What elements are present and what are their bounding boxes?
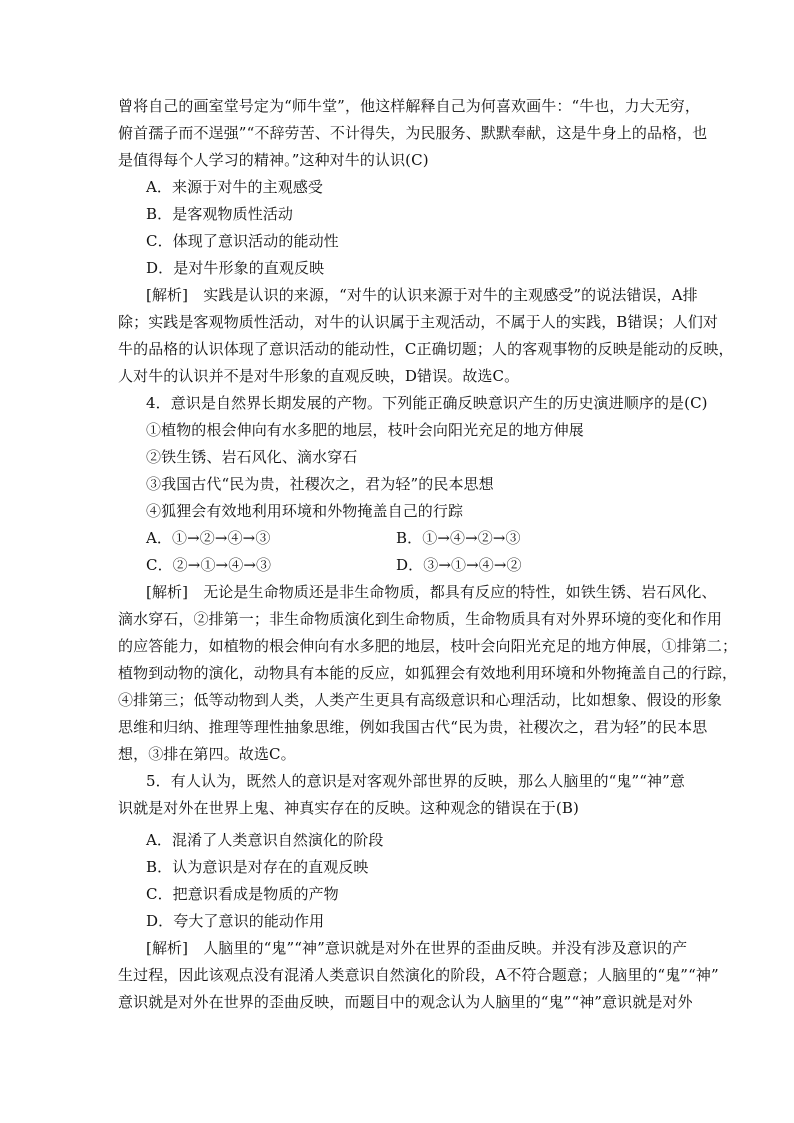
q4-analysis-line-6: 思维和归纳、推理等理性抽象思维，例如我国古代“民为贵，社稷次之，君为轻”的民本思 [118, 718, 708, 736]
q5-option-c: C．把意识看成是物质的产物 [146, 885, 339, 903]
q5-option-b: B．认为意识是对存在的直观反映 [146, 858, 369, 876]
q3-stem-line-2: 俯首孺子而不逞强”“不辞劳苦、不计得失，为民服务、默默奉献，这是牛身上的品格，也 [118, 124, 708, 142]
q3-option-c: C．体现了意识活动的能动性 [146, 232, 339, 250]
q4-option-a: A．①→②→④→③ [146, 529, 271, 547]
q4-option-b: B．①→④→②→③ [396, 529, 521, 547]
q4-item-2: ②铁生锈、岩石风化、滴水穿石 [146, 448, 358, 466]
q3-option-a: A．来源于对牛的主观感受 [146, 178, 324, 196]
q4-analysis-line-4: 植物到动物的演化，动物具有本能的反应，如狐狸会有效地利用环境和外物掩盖自己的行踪， [118, 664, 738, 682]
q3-option-d: D．是对牛形象的直观反映 [146, 259, 325, 277]
q3-analysis-line-1: [解析] 实践是认识的来源，“对牛的认识来源于对牛的主观感受”的说法错误，A排 [146, 286, 698, 304]
q3-stem-line-1: 曾将自己的画室堂号定为“师牛堂”，他这样解释自己为何喜欢画牛：“牛也，力大无穷， [118, 97, 701, 115]
q4-item-4: ④狐狸会有效地利用环境和外物掩盖自己的行踪 [146, 502, 464, 520]
q5-analysis-line-1: [解析] 人脑里的“鬼”“神”意识就是对外在世界的歪曲反映。并没有涉及意识的产 [146, 939, 688, 957]
q4-analysis-line-1: [解析] 无论是生命物质还是非生命物质，都具有反应的特性，如铁生锈、岩石风化、 [146, 583, 717, 601]
q3-option-b: B．是客观物质性活动 [146, 205, 294, 223]
q4-option-c: C．②→①→④→③ [146, 556, 272, 574]
q5-analysis-line-2: 生过程，因此该观点没有混淆人类意识自然演化的阶段，A不符合题意；人脑里的“鬼”“神” [118, 966, 719, 984]
q3-analysis-line-2: 除；实践是客观物质性活动，对牛的认识属于主观活动，不属于人的实践，B错误；人们对 [118, 313, 719, 331]
q4-analysis-line-3: 的应答能力，如植物的根会伸向有水多肥的地层，枝叶会向阳光充足的地方伸展，①排第二； [118, 637, 738, 655]
q4-analysis-line-2: 滴水穿石，②排第一；非生命物质演化到生命物质，生命物质具有对外界环境的变化和作用 [118, 610, 723, 628]
q5-option-d: D．夸大了意识的能动作用 [146, 912, 325, 930]
q4-analysis-line-7: 想，③排在第四。故选C。 [118, 745, 296, 763]
q4-item-3: ③我国古代“民为贵，社稷次之，君为轻”的民本思想 [146, 475, 494, 493]
q4-analysis-line-5: ④排第三；低等动物到人类，人类产生更具有高级意识和心理活动，比如想象、假设的形象 [118, 691, 723, 709]
q5-option-a: A．混淆了人类意识自然演化的阶段 [146, 831, 384, 849]
q3-analysis-line-4: 人对牛的认识并不是对牛形象的直观反映，D错误。故选C。 [118, 367, 520, 385]
q4-option-d: D．③→①→④→② [396, 556, 522, 574]
q4-stem: 4．意识是自然界长期发展的产物。下列能正确反映意识产生的历史演进顺序的是(C) [146, 394, 708, 412]
q5-analysis-line-3: 意识就是对外在世界的歪曲反映，而题目中的观念认为人脑里的“鬼”“神”意识就是对外 [118, 993, 693, 1011]
q3-analysis-line-3: 牛的品格的认识体现了意识活动的能动性，C正确切题；人的客观事物的反映是能动的反映， [118, 340, 734, 358]
q3-stem-line-3: 是值得每个人学习的精神。”这种对牛的认识(C) [118, 151, 429, 169]
q4-item-1: ①植物的根会伸向有水多肥的地层，枝叶会向阳光充足的地方伸展 [146, 421, 584, 439]
q5-stem-line-1: 5．有人认为，既然人的意识是对客观外部世界的反映，那么人脑里的“鬼”“神”意 [146, 772, 686, 790]
q5-stem-line-2: 识就是对外在世界上鬼、神真实存在的反映。这种观念的错误在于(B) [118, 799, 579, 817]
